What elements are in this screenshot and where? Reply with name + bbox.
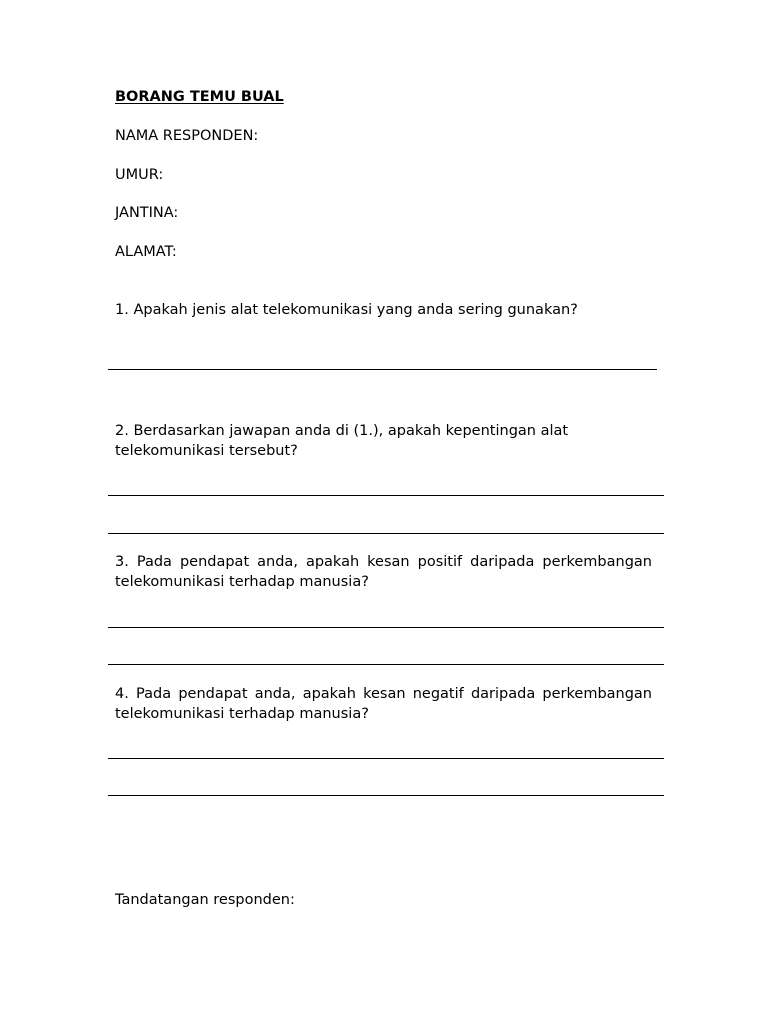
signature-label: Tandatangan responden:: [115, 892, 295, 908]
answer-line-q4-a[interactable]: [108, 758, 664, 759]
field-label-alamat: ALAMAT:: [115, 244, 177, 260]
question-3-line-2: telekomunikasi terhadap manusia?: [115, 574, 369, 590]
question-4-line-2: telekomunikasi terhadap manusia?: [115, 706, 369, 722]
field-label-jantina: JANTINA:: [115, 205, 179, 221]
question-2-line-2: telekomunikasi tersebut?: [115, 443, 298, 459]
answer-line-q4-b[interactable]: [108, 795, 664, 796]
question-3-line-1: 3. Pada pendapat anda, apakah kesan positif daripada perkembangan: [115, 554, 652, 570]
answer-line-q3-a[interactable]: [108, 627, 664, 628]
question-3: [115, 552, 652, 592]
form-title: BORANG TEMU BUAL: [115, 89, 284, 105]
answer-line-q2-a[interactable]: [108, 495, 664, 496]
field-label-umur: UMUR:: [115, 167, 164, 183]
answer-line-q2-b[interactable]: [108, 533, 664, 534]
question-4-line-1: 4. Pada pendapat anda, apakah kesan negatif daripada perkembangan: [115, 686, 652, 702]
answer-line-q1[interactable]: [108, 369, 657, 370]
question-2-line-1: 2. Berdasarkan jawapan anda di (1.), apakah kepentingan alat: [115, 423, 569, 439]
answer-line-q3-b[interactable]: [108, 664, 664, 665]
question-4: [115, 684, 652, 724]
field-label-nama-responden: NAMA RESPONDEN:: [115, 128, 259, 144]
question-1: 1. Apakah jenis alat telekomunikasi yang anda sering gunakan?: [115, 302, 578, 318]
question-2: [115, 421, 652, 461]
